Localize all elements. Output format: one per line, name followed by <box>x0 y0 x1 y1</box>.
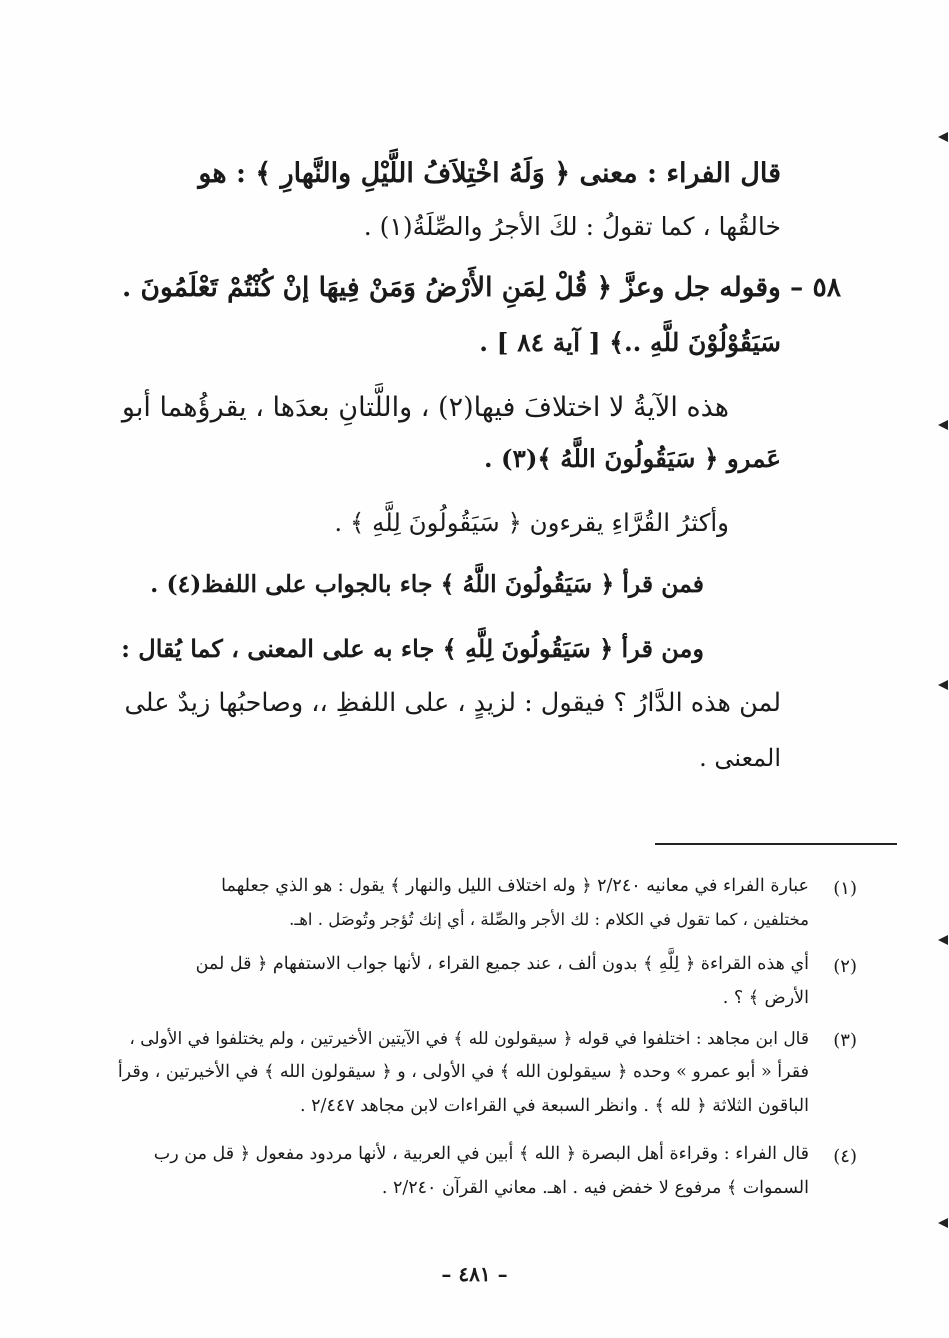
body-line-2: خالقُها ، كما تقولُ : لكَ الأجرُ والصِّلَةُ(١) . <box>363 212 781 241</box>
body-line-8: فمن قرأ ﴿ سَيَقُولُونَ اللَّهُ ﴾ جاء بالجواب على اللفظ(٤) . <box>150 570 704 598</box>
footnote-1-line-2: مختلفين ، كما تقول في الكلام : لك الأجر والصِّلة ، أي إنك تُؤجر وتُوصَل . اهـ. <box>289 910 809 929</box>
body-line-6: عَمرو ﴿ سَيَقُولُونَ اللَّهُ ﴾(٣) . <box>484 444 781 473</box>
footnote-4-line-1: قال الفراء : وقراءة أهل البصرة ﴿ الله ﴾ أبين في العربية ، لأنها مردود مفعول ﴿ قل من رب <box>153 1144 809 1164</box>
body-line-9: ومن قرأ ﴿ سَيَقُولُونَ لِلَّهِ ﴾ جاء به على المعنى ، كما يُقال : <box>121 634 704 663</box>
body-line-3: ٥٨ – وقوله جل وعزَّ ﴿ قُلْ لِمَنِ الأَرْضُ وَمَنْ فِيهَا إنْ كُنْتُمْ تَعْلَمُونَ . <box>122 272 841 303</box>
scan-edge-mark-2 <box>938 420 948 430</box>
footnote-3-line-2: فقرأ « أبو عمرو » وحده ﴿ سيقولون الله ﴾ في الأولى ، و ﴿ سيقولون الله ﴾ في الأخيرتين ، وقرأ <box>117 1062 809 1082</box>
footnote-3-line-1: قال ابن مجاهد : اختلفوا في قوله ﴿ سيقولون لله ﴾ في الآيتين الأخيرتين ، ولم يختلفوا في الأولى ، <box>129 1029 809 1049</box>
footnote-separator <box>655 843 897 845</box>
footnote-1-line-1: عبارة الفراء في معانيه ٢/٢٤٠ ﴿ وله اختلاف الليل والنهار ﴾ يقول : هو الذي جعلهما <box>221 876 809 896</box>
scan-edge-mark-5 <box>938 1218 948 1228</box>
body-line-5: هذه الآيةُ لا اختلافَ فيها(٢) ، واللَّتانِ بعدَها ، يقرؤُهما أبو <box>121 392 729 423</box>
footnote-3-number: (٣) <box>833 1030 857 1051</box>
scan-edge-mark-1 <box>938 132 948 142</box>
footnote-2-number: (٢) <box>833 956 857 977</box>
scan-edge-mark-3 <box>938 680 948 690</box>
footnote-2-line-2: الأرض ﴾ ؟ . <box>722 988 809 1008</box>
page-number: – ٤٨١ – <box>441 1262 508 1286</box>
body-line-10: لمن هذه الدَّارُ ؟ فيقول : لزيدٍ ، على اللفظِ ،، وصاحبُها زيدٌ على <box>124 688 781 718</box>
scan-edge-mark-4 <box>938 935 948 945</box>
body-line-4: سَيَقُوْلُوْنَ للَّهِ ..﴾ [ آية ٨٤ ] . <box>479 328 781 357</box>
footnote-1-number: (١) <box>833 878 857 899</box>
footnote-2-line-1: أي هذه القراءة ﴿ لِلَّهِ ﴾ بدون ألف ، عند جميع القراء ، لأنها جواب الاستفهام ﴿ قل لمن <box>195 954 809 974</box>
body-line-7: وأكثرُ القُرَّاءِ يقرءون ﴿ سَيَقُولُونَ لِلَّهِ ﴾ . <box>334 508 729 537</box>
body-line-1: قال الفراء : معنى ﴿ وَلَهُ اخْتِلاَفُ اللَّيْلِ والنَّهارِ ﴾ : هو <box>198 158 781 189</box>
footnote-4-number: (٤) <box>833 1146 857 1167</box>
footnote-4-line-2: السموات ﴾ مرفوع لا خفض فيه . اهـ. معاني القرآن ٢/٢٤٠ . <box>381 1178 809 1198</box>
footnote-3-line-3: الباقون الثلاثة ﴿ لله ﴾ . وانظر السبعة في القراءات لابن مجاهد ٢/٤٤٧ . <box>300 1096 809 1116</box>
body-line-11: المعنى . <box>699 744 781 772</box>
